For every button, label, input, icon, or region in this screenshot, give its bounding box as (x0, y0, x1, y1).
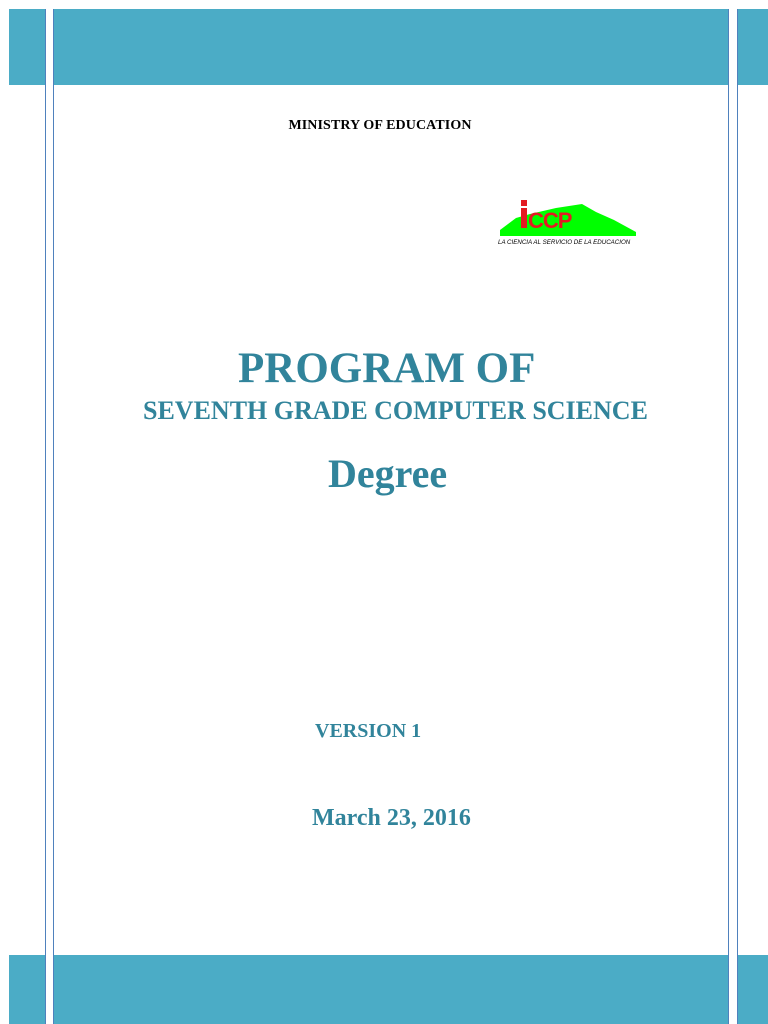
frame-line-left-outer (45, 9, 46, 1024)
version-label: VERSION 1 (315, 720, 422, 742)
frame-line-right-outer (737, 9, 738, 1024)
program-title-line-1: PROGRAM OF (238, 345, 536, 392)
header-band-right (738, 9, 768, 85)
footer-band-right (738, 955, 768, 1024)
iccp-logo (496, 192, 640, 248)
ministry-heading: MINISTRY OF EDUCATION (288, 118, 472, 133)
frame-line-left-inner (53, 9, 54, 1024)
footer-band-left (9, 955, 45, 1024)
program-title-line-3: Degree (328, 451, 448, 496)
program-title-line-2: SEVENTH GRADE COMPUTER SCIENCE (143, 396, 648, 425)
iccp-logo-graphic (496, 192, 640, 248)
svg-text:CCP: CCP (528, 208, 572, 233)
header-band-left (9, 9, 45, 85)
header-band (54, 9, 728, 85)
frame-line-right-inner (728, 9, 729, 1024)
document-date: March 23, 2016 (312, 805, 471, 831)
footer-band (54, 955, 728, 1024)
logo-tagline: LA CIENCIA AL SERVICIO DE LA EDUCACION (498, 239, 631, 246)
